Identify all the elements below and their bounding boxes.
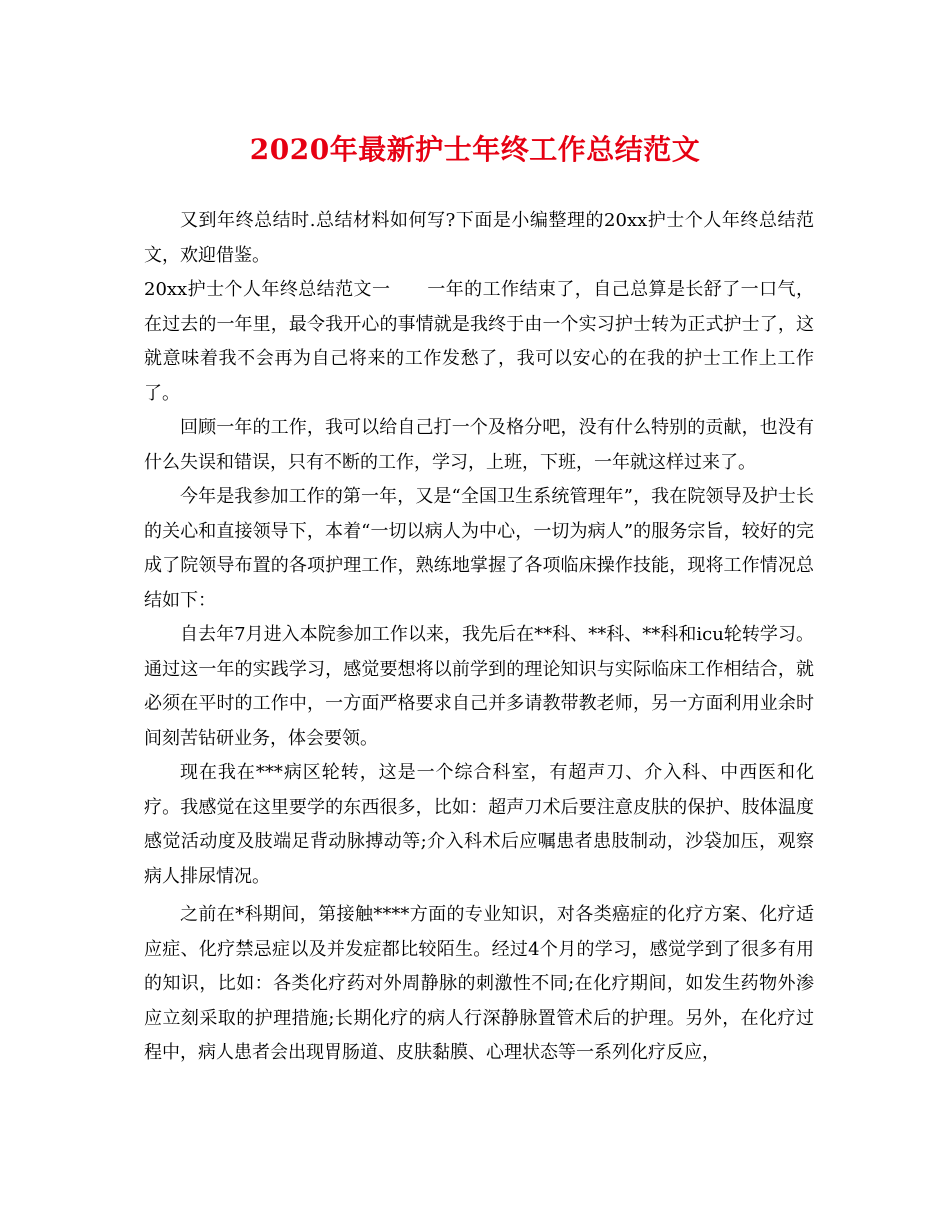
- paragraph-sample-one: 20xx护士个人年终总结范文一 一年的工作结束了，自己总算是长舒了一口气，在过去的一年里，最令我开心的事情就是我终于由一个实习护士转为正式护士了，这就意味着我不会再为自己将来的工作发愁了，我可以安心的在我的护士工作上工作了。: [144, 279, 814, 404]
- paragraph-first-year: 今年是我参加工作的第一年，又是“全国卫生系统管理年”，我在院领导及护士长的关心和直接领导下，本着“一切以病人为中心，一切为病人”的服务宗旨，较好的完成了院领导布置的各项护理工作，熟练地掌握了各项临床操作技能，现将工作情况总结如下：: [144, 486, 814, 611]
- paragraph-rotation: 自去年7月进入本院参加工作以来，我先后在**科、**科、**科和icu轮转学习。通过这一年的实践学习，感觉要想将以前学到的理论知识与实际临床工作相结合，就必须在平时的工作中，一方面严格要求自己并多请教带教老师，另一方面利用业余时间刻苦钻研业务，体会要领。: [144, 624, 814, 749]
- paragraph-review: 回顾一年的工作，我可以给自己打一个及格分吧，没有什么特别的贡献，也没有什么失误和错误，只有不断的工作，学习，上班，下班，一年就这样过来了。: [144, 417, 814, 473]
- paragraph-current-ward: 现在我在***病区轮转，这是一个综合科室，有超声刀、介入科、中西医和化疗。我感觉在这里要学的东西很多，比如：超声刀术后要注意皮肤的保护、肢体温度感觉活动度及肢端足背动脉搏动等;介入科术后应嘱患者患肢制动，沙袋加压，观察病人排尿情况。: [144, 762, 814, 887]
- document-body: [144, 204, 814, 1071]
- paragraph-chemotherapy: 之前在*科期间，第接触****方面的专业知识，对各类癌症的化疗方案、化疗适应症、化疗禁忌症以及并发症都比较陌生。经过4个月的学习，感觉学到了很多有用的知识，比如：各类化疗药对外周静脉的刺激性不同;在化疗期间，如发生药物外渗应立刻采取的护理措施;长期化疗的病人行深静脉置管术后的护理。另外，在化疗过程中，病人患者会出现胃肠道、皮肤黏膜、心理状态等一系列化疗反应，: [144, 904, 814, 1063]
- paragraph-intro: 又到年终总结时.总结材料如何写?下面是小编整理的20xx护士个人年终总结范文，欢迎借鉴。: [144, 210, 814, 266]
- document-title: 2020年最新护士年终工作总结范文: [249, 133, 701, 166]
